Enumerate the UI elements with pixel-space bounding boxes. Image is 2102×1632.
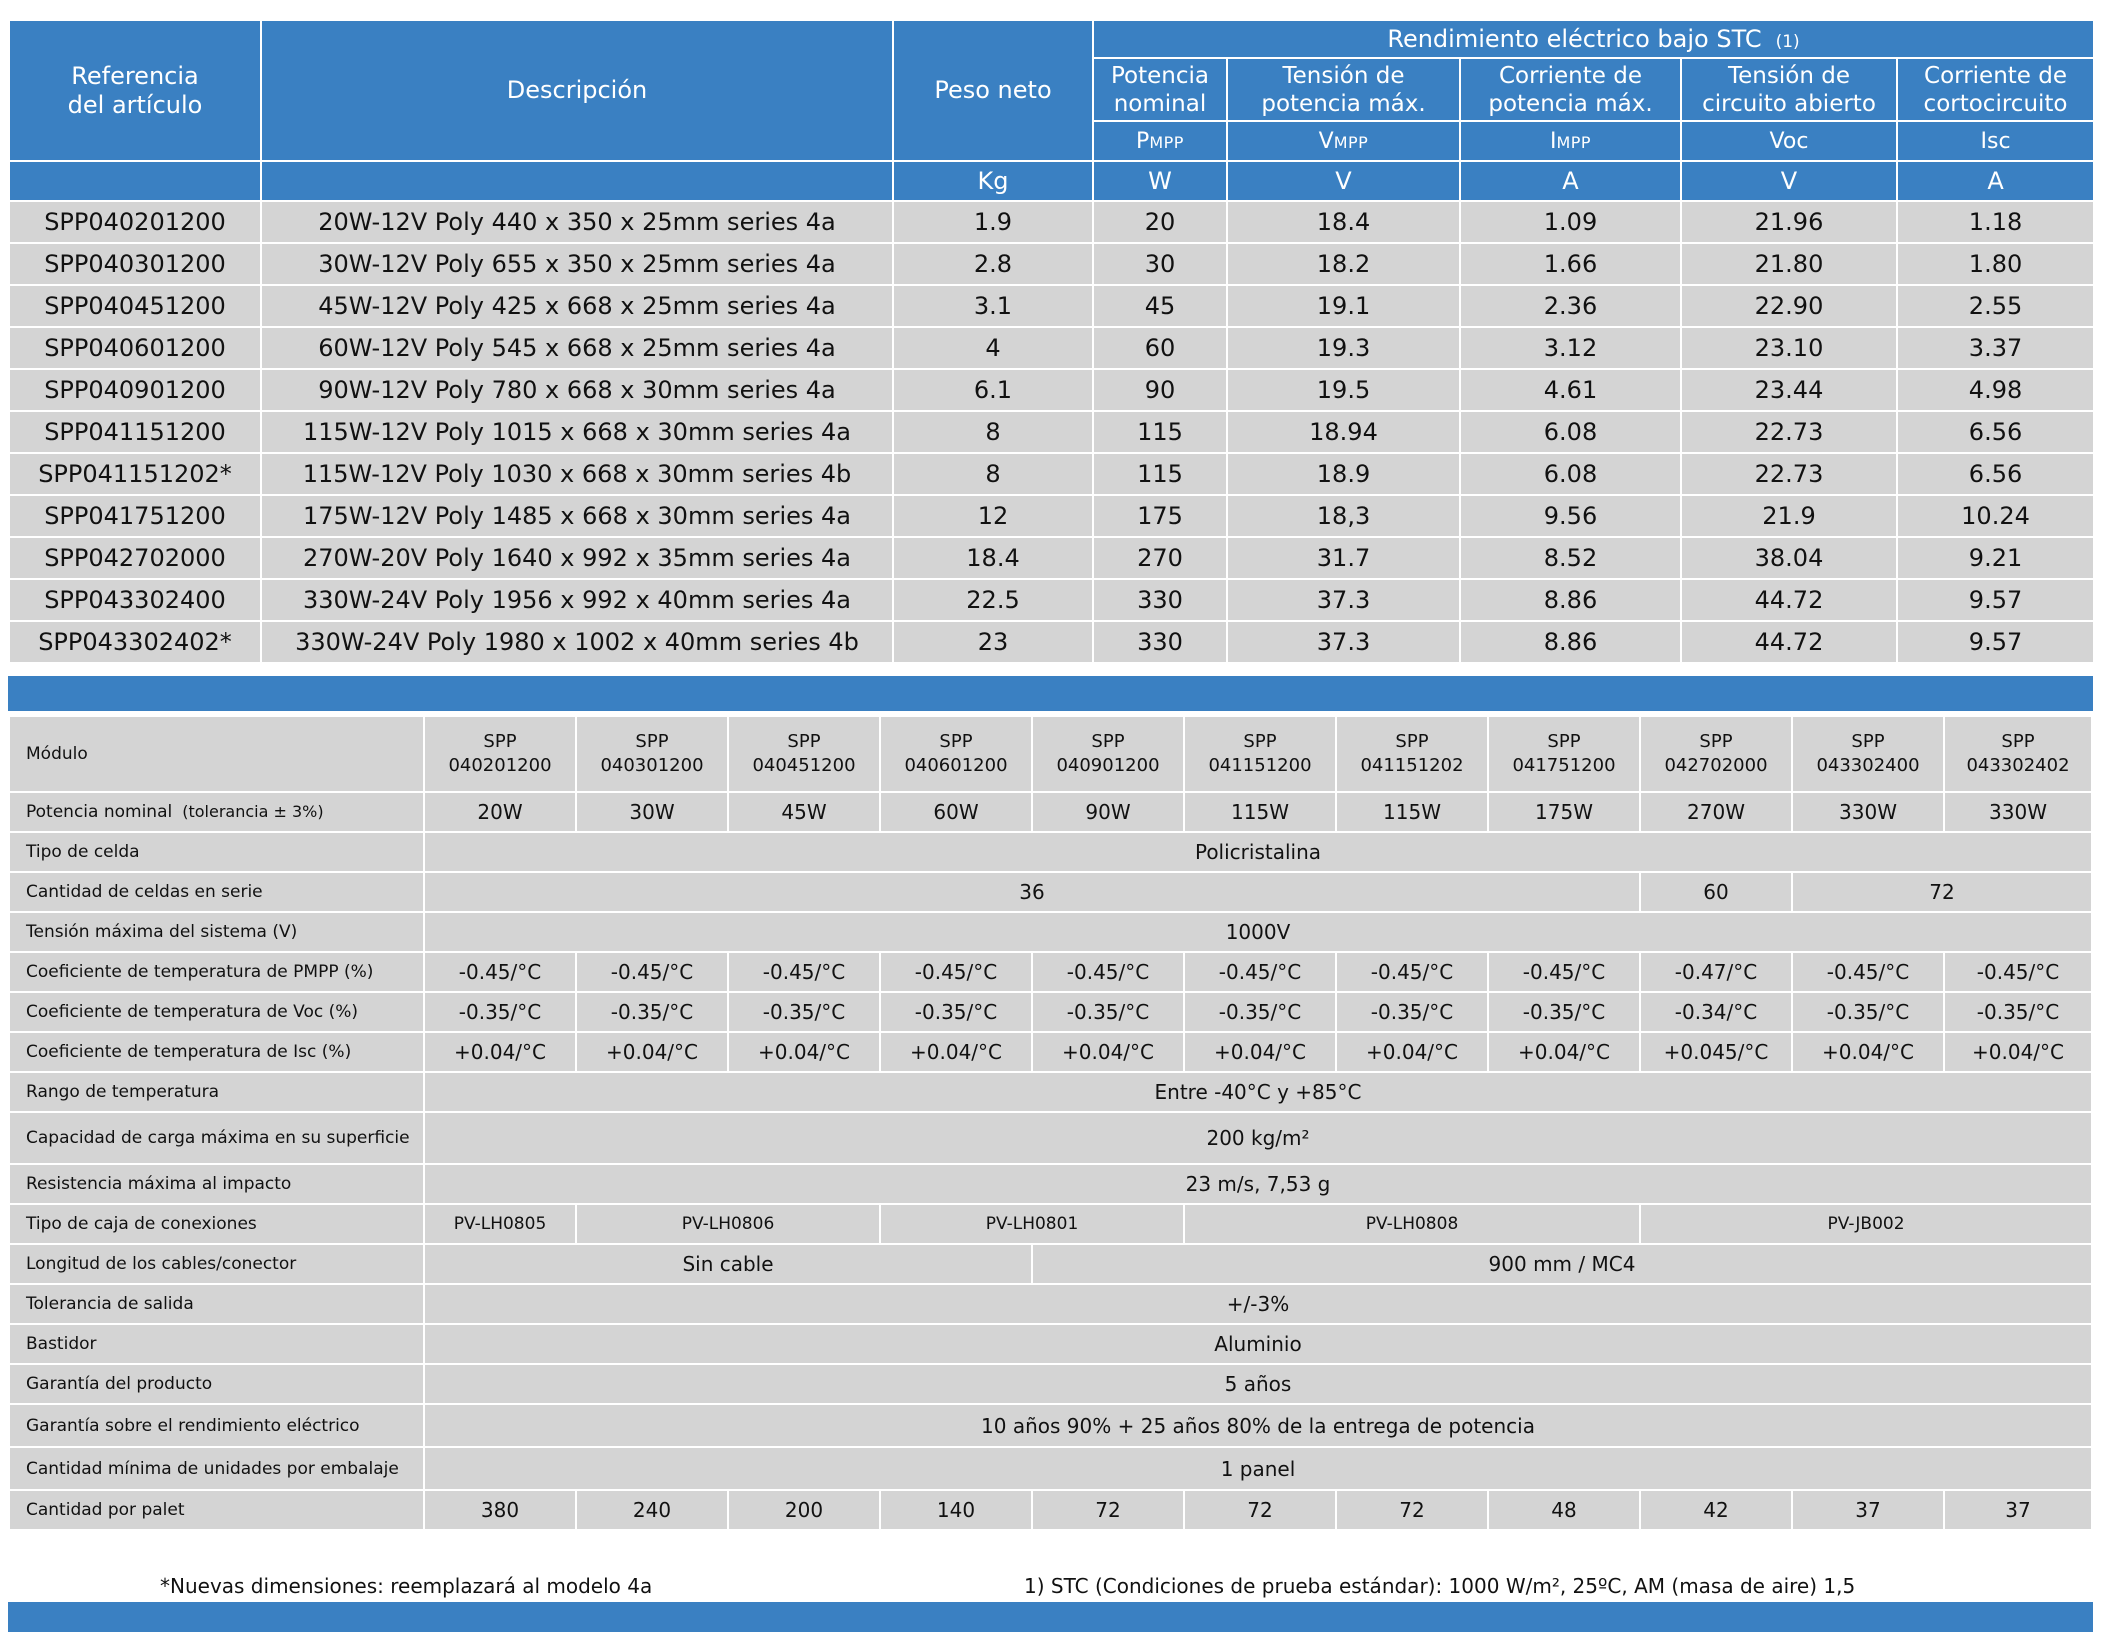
value-palet: 42 — [1640, 1490, 1792, 1530]
module-code-number: 040451200 — [752, 755, 856, 776]
value-potencia: 115W — [1184, 792, 1336, 832]
value-potencia: 60W — [880, 792, 1032, 832]
value-coef-voc: -0.35/°C — [1184, 992, 1336, 1032]
label-impacto: Resistencia máxima al impacto — [9, 1164, 424, 1204]
cell-voc: 23.44 — [1681, 369, 1897, 411]
value-potencia: 330W — [1792, 792, 1944, 832]
rendimiento-note: (1) — [1775, 32, 1800, 52]
cell-v: 18.9 — [1227, 453, 1460, 495]
cell-desc: 90W-12V Poly 780 x 668 x 30mm series 4a — [261, 369, 893, 411]
value-coef-voc: -0.35/°C — [1032, 992, 1184, 1032]
header-col-symbol-sub: MPP — [1149, 132, 1184, 152]
rendimiento-label: Rendimiento eléctrico bajo STC — [1387, 25, 1762, 53]
cell-ref: SPP043302402* — [9, 621, 261, 663]
cell-isc: 9.21 — [1897, 537, 2094, 579]
label-potencia — [9, 792, 424, 832]
label-min-emb: Cantidad mínima de unidades por embalaje — [9, 1447, 424, 1490]
header-col-label-3 — [1681, 58, 1897, 121]
cell-i: 8.86 — [1460, 579, 1681, 621]
header-col-symbol-main: V — [1318, 128, 1334, 154]
header-col-symbol-4 — [1897, 121, 2094, 161]
value-palet: 37 — [1944, 1490, 2092, 1530]
header-col-unit-2: A — [1460, 161, 1681, 201]
module-code-prefix: SPP — [635, 731, 669, 752]
cell-isc: 3.37 — [1897, 327, 2094, 369]
label-rango: Rango de temperatura — [9, 1072, 424, 1112]
table-row — [9, 579, 2094, 621]
header-col-label-line2: cortocircuito — [1923, 90, 2068, 117]
cell-voc: 21.80 — [1681, 243, 1897, 285]
value-potencia: 30W — [576, 792, 728, 832]
cell-desc: 330W-24V Poly 1980 x 1002 x 40mm series 4b — [261, 621, 893, 663]
header-col-symbol-main: I — [1549, 128, 1557, 154]
value-tipo-celda: Policristalina — [424, 832, 2092, 872]
header-col-label-2 — [1460, 58, 1681, 121]
value-coef-voc: -0.35/°C — [576, 992, 728, 1032]
module-code — [1032, 716, 1184, 792]
cell-desc: 30W-12V Poly 655 x 350 x 25mm series 4a — [261, 243, 893, 285]
performance-table — [8, 19, 2095, 664]
header-col-symbol-1 — [1227, 121, 1460, 161]
header-col-label-line2: potencia máx. — [1261, 90, 1426, 117]
cell-peso: 8 — [893, 453, 1093, 495]
value-coef-isc: +0.04/°C — [1792, 1032, 1944, 1072]
cell-voc: 23.10 — [1681, 327, 1897, 369]
module-code-number: 043302400 — [1816, 755, 1920, 776]
module-code-number: 043302402 — [1966, 755, 2070, 776]
cell-peso: 23 — [893, 621, 1093, 663]
cell-desc: 175W-12V Poly 1485 x 668 x 30mm series 4a — [261, 495, 893, 537]
cell-ref: SPP040301200 — [9, 243, 261, 285]
value-cant-celdas-36: 36 — [424, 872, 1640, 912]
cell-voc: 22.90 — [1681, 285, 1897, 327]
value-garantia: 5 años — [424, 1364, 2092, 1404]
label-coef-isc: Coeficiente de temperatura de Isc (%) — [9, 1032, 424, 1072]
value-coef-pmpp: -0.45/°C — [1032, 952, 1184, 992]
cell-desc: 45W-12V Poly 425 x 668 x 25mm series 4a — [261, 285, 893, 327]
value-coef-pmpp: -0.45/°C — [576, 952, 728, 992]
cell-p: 270 — [1093, 537, 1227, 579]
cell-i: 8.52 — [1460, 537, 1681, 579]
cell-v: 18.4 — [1227, 201, 1460, 243]
cell-desc: 115W-12V Poly 1015 x 668 x 30mm series 4a — [261, 411, 893, 453]
cell-i: 1.09 — [1460, 201, 1681, 243]
cell-ref: SPP041751200 — [9, 495, 261, 537]
module-code — [1336, 716, 1488, 792]
cell-p: 45 — [1093, 285, 1227, 327]
cell-desc: 60W-12V Poly 545 x 668 x 25mm series 4a — [261, 327, 893, 369]
value-palet: 200 — [728, 1490, 880, 1530]
value-potencia: 115W — [1336, 792, 1488, 832]
value-caja-lh0808: PV-LH0808 — [1184, 1204, 1640, 1244]
cell-p: 115 — [1093, 411, 1227, 453]
cell-voc: 21.9 — [1681, 495, 1897, 537]
module-code-number: 040901200 — [1056, 755, 1160, 776]
value-palet: 72 — [1184, 1490, 1336, 1530]
value-potencia: 175W — [1488, 792, 1640, 832]
module-code — [728, 716, 880, 792]
value-coef-pmpp: -0.45/°C — [1792, 952, 1944, 992]
module-code — [880, 716, 1032, 792]
value-potencia: 270W — [1640, 792, 1792, 832]
label-tol-salida: Tolerancia de salida — [9, 1284, 424, 1324]
header-col-label-1 — [1227, 58, 1460, 121]
header-col-symbol-sub: MPP — [1556, 132, 1592, 152]
value-palet: 240 — [576, 1490, 728, 1530]
cell-voc: 22.73 — [1681, 453, 1897, 495]
value-caja-lh0805: PV-LH0805 — [424, 1204, 576, 1244]
module-code-prefix: SPP — [1243, 731, 1277, 752]
cell-isc: 6.56 — [1897, 411, 2094, 453]
value-coef-isc: +0.045/°C — [1640, 1032, 1792, 1072]
cell-desc: 330W-24V Poly 1956 x 992 x 40mm series 4a — [261, 579, 893, 621]
table-row — [9, 201, 2094, 243]
table-row — [9, 327, 2094, 369]
table-row — [9, 453, 2094, 495]
cell-peso: 3.1 — [893, 285, 1093, 327]
cell-isc: 2.55 — [1897, 285, 2094, 327]
value-coef-pmpp: -0.45/°C — [1184, 952, 1336, 992]
cell-p: 90 — [1093, 369, 1227, 411]
label-gar-rend: Garantía sobre el rendimiento eléctrico — [9, 1404, 424, 1447]
label-cant-celdas: Cantidad de celdas en serie — [9, 872, 424, 912]
cell-ref: SPP040451200 — [9, 285, 261, 327]
header-col-symbol-0 — [1093, 121, 1227, 161]
module-code-prefix: SPP — [787, 731, 821, 752]
header-col-symbol-sub: MPP — [1333, 132, 1369, 152]
header-col-symbol-3 — [1681, 121, 1897, 161]
cell-isc: 10.24 — [1897, 495, 2094, 537]
header-col-label-line1: Tensión de — [1282, 62, 1405, 89]
cell-peso: 6.1 — [893, 369, 1093, 411]
module-code-number: 041751200 — [1512, 755, 1616, 776]
footnote-new-dimensions: *Nuevas dimensiones: reemplazará al modelo 4a — [160, 1574, 653, 1598]
bottom-band — [8, 1602, 2093, 1632]
cell-ref: SPP041151200 — [9, 411, 261, 453]
header-col-label-line1: Tensión de — [1728, 62, 1850, 89]
cell-v: 18,3 — [1227, 495, 1460, 537]
value-gar-rend: 10 años 90% + 25 años 80% de la entrega de potencia — [424, 1404, 2092, 1447]
table-row — [9, 369, 2094, 411]
value-caja-jb002: PV-JB002 — [1640, 1204, 2092, 1244]
header-rendimiento — [1093, 20, 2094, 58]
module-code — [1640, 716, 1792, 792]
value-coef-voc: -0.35/°C — [424, 992, 576, 1032]
cell-v: 37.3 — [1227, 579, 1460, 621]
label-tension-max: Tensión máxima del sistema (V) — [9, 912, 424, 952]
header-col-label-line1: Potencia — [1111, 62, 1209, 89]
label-garantia: Garantía del producto — [9, 1364, 424, 1404]
cell-v: 18.94 — [1227, 411, 1460, 453]
module-code-number: 041151200 — [1208, 755, 1312, 776]
value-coef-pmpp: -0.45/°C — [880, 952, 1032, 992]
value-coef-isc: +0.04/°C — [576, 1032, 728, 1072]
value-tol-salida: +/-3% — [424, 1284, 2092, 1324]
value-rango: Entre -40°C y +85°C — [424, 1072, 2092, 1112]
value-coef-voc: -0.35/°C — [880, 992, 1032, 1032]
cell-voc: 44.72 — [1681, 579, 1897, 621]
module-code-number: 041151202 — [1360, 755, 1464, 776]
cell-i: 6.08 — [1460, 411, 1681, 453]
value-coef-pmpp: -0.45/°C — [424, 952, 576, 992]
label-cables: Longitud de los cables/conector — [9, 1244, 424, 1284]
module-code — [424, 716, 576, 792]
value-palet: 380 — [424, 1490, 576, 1530]
header-col-unit-0: W — [1093, 161, 1227, 201]
table-row — [9, 621, 2094, 663]
cell-v: 19.5 — [1227, 369, 1460, 411]
module-code — [1488, 716, 1640, 792]
value-coef-isc: +0.04/°C — [1336, 1032, 1488, 1072]
module-code — [1184, 716, 1336, 792]
value-cant-celdas-60: 60 — [1640, 872, 1792, 912]
cell-i: 9.56 — [1460, 495, 1681, 537]
cell-v: 19.3 — [1227, 327, 1460, 369]
cell-i: 6.08 — [1460, 453, 1681, 495]
label-bastidor: Bastidor — [9, 1324, 424, 1364]
cell-i: 1.66 — [1460, 243, 1681, 285]
cell-ref: SPP040201200 — [9, 201, 261, 243]
value-coef-isc: +0.04/°C — [728, 1032, 880, 1072]
table-row — [9, 411, 2094, 453]
module-code-number: 040601200 — [904, 755, 1008, 776]
module-code-prefix: SPP — [1699, 731, 1733, 752]
cell-voc: 22.73 — [1681, 411, 1897, 453]
potencia-label: Potencia nominal — [26, 802, 173, 822]
header-col-label-line1: Corriente de — [1499, 62, 1642, 89]
value-bastidor: Aluminio — [424, 1324, 2092, 1364]
module-code — [576, 716, 728, 792]
header-ref: Referencia del artículo — [9, 20, 261, 161]
module-code-prefix: SPP — [1547, 731, 1581, 752]
cell-isc: 6.56 — [1897, 453, 2094, 495]
cell-p: 115 — [1093, 453, 1227, 495]
label-modulo: Módulo — [9, 716, 424, 792]
cell-i: 8.86 — [1460, 621, 1681, 663]
value-coef-isc: +0.04/°C — [1184, 1032, 1336, 1072]
cell-p: 330 — [1093, 579, 1227, 621]
value-coef-isc: +0.04/°C — [1488, 1032, 1640, 1072]
spec-table — [8, 715, 2093, 1531]
cell-peso: 22.5 — [893, 579, 1093, 621]
value-caja-lh0806: PV-LH0806 — [576, 1204, 880, 1244]
module-code-prefix: SPP — [939, 731, 973, 752]
module-code — [1792, 716, 1944, 792]
cell-v: 19.1 — [1227, 285, 1460, 327]
module-code-prefix: SPP — [1091, 731, 1125, 752]
cell-v: 37.3 — [1227, 621, 1460, 663]
footnote-stc: 1) STC (Condiciones de prueba estándar): 1000 W/m², 25ºC, AM (masa de aire) 1,5 — [1024, 1574, 1856, 1598]
module-code-number: 040301200 — [600, 755, 704, 776]
value-palet: 48 — [1488, 1490, 1640, 1530]
header-col-label-4 — [1897, 58, 2094, 121]
module-code-prefix: SPP — [1395, 731, 1429, 752]
module-code-prefix: SPP — [483, 731, 517, 752]
label-carga: Capacidad de carga máxima en su superficie — [9, 1112, 424, 1164]
value-potencia: 20W — [424, 792, 576, 832]
cell-ref: SPP041151202* — [9, 453, 261, 495]
value-coef-isc: +0.04/°C — [424, 1032, 576, 1072]
cell-voc: 21.96 — [1681, 201, 1897, 243]
value-coef-pmpp: -0.47/°C — [1640, 952, 1792, 992]
cell-peso: 2.8 — [893, 243, 1093, 285]
value-coef-voc: -0.35/°C — [1944, 992, 2092, 1032]
cell-isc: 9.57 — [1897, 621, 2094, 663]
value-coef-pmpp: -0.45/°C — [728, 952, 880, 992]
value-caja-lh0801: PV-LH0801 — [880, 1204, 1184, 1244]
module-code-prefix: SPP — [2001, 731, 2035, 752]
header-desc: Descripción — [261, 20, 893, 161]
value-cant-celdas-72: 72 — [1792, 872, 2092, 912]
value-impacto: 23 m/s, 7,53 g — [424, 1164, 2092, 1204]
cell-p: 20 — [1093, 201, 1227, 243]
value-palet: 72 — [1032, 1490, 1184, 1530]
cell-peso: 18.4 — [893, 537, 1093, 579]
value-coef-voc: -0.35/°C — [1336, 992, 1488, 1032]
cell-desc: 20W-12V Poly 440 x 350 x 25mm series 4a — [261, 201, 893, 243]
value-coef-voc: -0.34/°C — [1640, 992, 1792, 1032]
cell-v: 18.2 — [1227, 243, 1460, 285]
module-code-number: 040201200 — [448, 755, 552, 776]
cell-voc: 38.04 — [1681, 537, 1897, 579]
table-row — [9, 537, 2094, 579]
cell-peso: 1.9 — [893, 201, 1093, 243]
value-coef-isc: +0.04/°C — [880, 1032, 1032, 1072]
cell-i: 3.12 — [1460, 327, 1681, 369]
cell-ref: SPP040901200 — [9, 369, 261, 411]
cell-ref: SPP040601200 — [9, 327, 261, 369]
header-col-label-line1: Corriente de — [1924, 62, 2068, 89]
header-unit-empty-2 — [261, 161, 893, 201]
separator-band — [8, 676, 2093, 711]
cell-ref: SPP043302400 — [9, 579, 261, 621]
cell-i: 2.36 — [1460, 285, 1681, 327]
cell-p: 330 — [1093, 621, 1227, 663]
cell-i: 4.61 — [1460, 369, 1681, 411]
table-row — [9, 243, 2094, 285]
cell-isc: 1.80 — [1897, 243, 2094, 285]
value-coef-isc: +0.04/°C — [1944, 1032, 2092, 1072]
value-min-emb: 1 panel — [424, 1447, 2092, 1490]
value-carga: 200 kg/m² — [424, 1112, 2092, 1164]
header-unit-peso: Kg — [893, 161, 1093, 201]
cell-p: 30 — [1093, 243, 1227, 285]
cell-p: 60 — [1093, 327, 1227, 369]
header-unit-empty-1 — [9, 161, 261, 201]
cell-peso: 12 — [893, 495, 1093, 537]
label-caja: Tipo de caja de conexiones — [9, 1204, 424, 1244]
label-palet: Cantidad por palet — [9, 1490, 424, 1530]
label-tipo-celda: Tipo de celda — [9, 832, 424, 872]
cell-peso: 4 — [893, 327, 1093, 369]
header-col-symbol-2 — [1460, 121, 1681, 161]
value-coef-voc: -0.35/°C — [1488, 992, 1640, 1032]
header-col-unit-3: V — [1681, 161, 1897, 201]
table-row — [9, 495, 2094, 537]
value-potencia: 90W — [1032, 792, 1184, 832]
value-palet: 72 — [1336, 1490, 1488, 1530]
value-cables-sin: Sin cable — [424, 1244, 1032, 1284]
value-coef-voc: -0.35/°C — [728, 992, 880, 1032]
header-col-label-line2: circuito abierto — [1702, 90, 1876, 117]
cell-desc: 115W-12V Poly 1030 x 668 x 30mm series 4b — [261, 453, 893, 495]
header-col-symbol-main: P — [1136, 128, 1150, 154]
header-col-label-line2: potencia máx. — [1488, 90, 1653, 117]
cell-isc: 4.98 — [1897, 369, 2094, 411]
label-coef-voc: Coeficiente de temperatura de Voc (%) — [9, 992, 424, 1032]
header-col-unit-4: A — [1897, 161, 2094, 201]
header-col-label-0 — [1093, 58, 1227, 121]
module-code-number: 042702000 — [1664, 755, 1768, 776]
header-col-symbol-main: Isc — [1980, 128, 2011, 154]
cell-p: 175 — [1093, 495, 1227, 537]
value-coef-pmpp: -0.45/°C — [1488, 952, 1640, 992]
value-coef-isc: +0.04/°C — [1032, 1032, 1184, 1072]
cell-desc: 270W-20V Poly 1640 x 992 x 35mm series 4a — [261, 537, 893, 579]
table-row — [9, 285, 2094, 327]
potencia-tolerance: (tolerancia ± 3%) — [182, 802, 324, 821]
cell-isc: 1.18 — [1897, 201, 2094, 243]
value-palet: 37 — [1792, 1490, 1944, 1530]
cell-v: 31.7 — [1227, 537, 1460, 579]
value-potencia: 330W — [1944, 792, 2092, 832]
header-col-symbol-main: Voc — [1769, 128, 1809, 154]
value-cables-mc4: 900 mm / MC4 — [1032, 1244, 2092, 1284]
cell-voc: 44.72 — [1681, 621, 1897, 663]
value-coef-pmpp: -0.45/°C — [1944, 952, 2092, 992]
header-col-label-line2: nominal — [1113, 90, 1207, 117]
header-peso: Peso neto — [893, 20, 1093, 161]
value-palet: 140 — [880, 1490, 1032, 1530]
cell-peso: 8 — [893, 411, 1093, 453]
value-tension-max: 1000V — [424, 912, 2092, 952]
value-coef-voc: -0.35/°C — [1792, 992, 1944, 1032]
value-potencia: 45W — [728, 792, 880, 832]
value-coef-pmpp: -0.45/°C — [1336, 952, 1488, 992]
module-code-prefix: SPP — [1851, 731, 1885, 752]
header-col-unit-1: V — [1227, 161, 1460, 201]
cell-isc: 9.57 — [1897, 579, 2094, 621]
label-coef-pmpp: Coeficiente de temperatura de PMPP (%) — [9, 952, 424, 992]
cell-ref: SPP042702000 — [9, 537, 261, 579]
module-code — [1944, 716, 2092, 792]
